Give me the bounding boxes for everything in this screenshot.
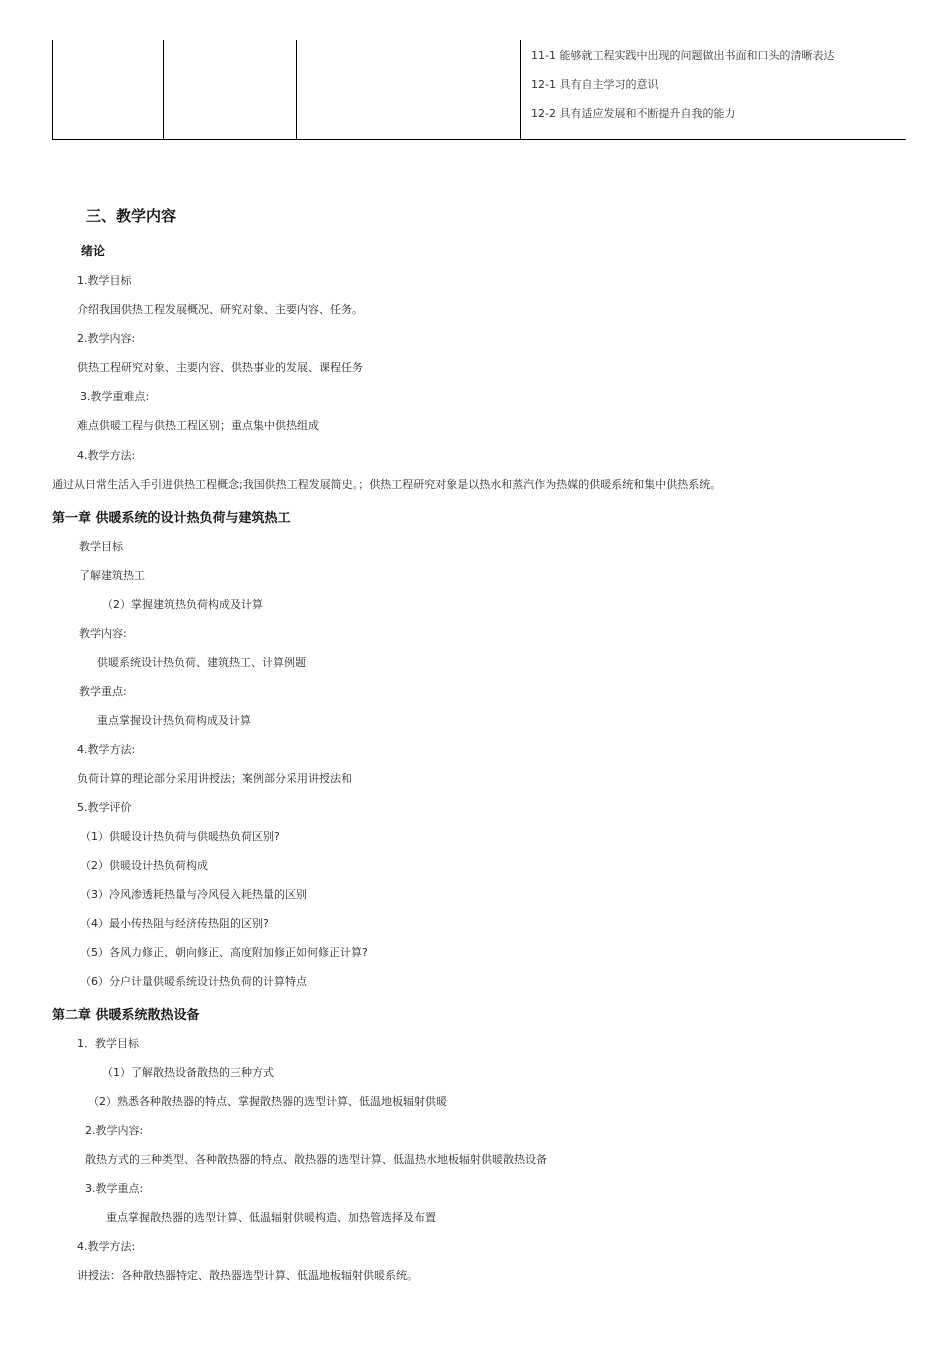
outcomes-table <box>52 40 906 140</box>
ch1-content-label: 教学内容: <box>79 627 127 640</box>
ch2-content-text: 散热方式的三种类型、各种散热器的特点、散热器的选型计算、低温热水地板辐射供暖散热设备 <box>85 1153 547 1166</box>
ch1-goal-label: 教学目标 <box>79 540 123 553</box>
ch1-eval-label: 5.教学评价 <box>77 801 132 814</box>
ch1-eval-item: （4）最小传热阻与经济传热阻的区别? <box>80 917 269 930</box>
ch2-content-label: 2.教学内容: <box>85 1124 144 1137</box>
intro-method-label: 4.教学方法: <box>77 449 136 462</box>
chapter-1-title: 第一章 供暖系统的设计热负荷与建筑热工 <box>52 511 291 526</box>
ch2-method-label: 4.教学方法: <box>77 1240 136 1253</box>
ch1-eval-item: （2）供暖设计热负荷构成 <box>80 859 208 872</box>
intro-method-text: 通过从日常生活入手引进供热工程概念;我国供热工程发展简史。；供热工程研究对象是以热水和蒸汽作为热媒的供暖系统和集中供热系统。 <box>52 478 722 491</box>
intro-goal-label: 1.教学目标 <box>77 274 132 287</box>
ch1-method-text: 负荷计算的理论部分采用讲授法；案例部分采用讲授法和 <box>77 772 352 785</box>
ch1-eval-item: （3）冷风渗透耗热量与冷风侵入耗热量的区别 <box>80 888 307 901</box>
ch1-goal-2: （2）掌握建筑热负荷构成及计算 <box>102 598 263 611</box>
intro-content-text: 供热工程研究对象、主要内容、供热事业的发展、课程任务 <box>77 361 363 374</box>
table-cell: 11-1 能够就工程实践中出现的问题做出书面和口头的清晰表达 <box>531 49 835 62</box>
ch1-method-label: 4.教学方法: <box>77 743 136 756</box>
intro-content-label: 2.教学内容: <box>77 332 136 345</box>
section-title: 三、教学内容 <box>86 207 177 225</box>
ch2-goal-1: （1）了解散热设备散热的三种方式 <box>102 1066 274 1079</box>
ch2-goal-2: （2）熟悉各种散热器的特点、掌握散热器的选型计算、低温地板辐射供暖 <box>88 1095 447 1108</box>
table-column-divider <box>520 40 521 140</box>
intro-title: 绪论 <box>81 244 106 258</box>
ch1-eval-item: （6）分户计量供暖系统设计热负荷的计算特点 <box>80 975 307 988</box>
ch1-eval-item: （5）各风力修正、朝向修正、高度附加修正如何修正计算? <box>80 946 368 959</box>
intro-key-label: 3.教学重难点: <box>80 390 150 403</box>
table-column-divider <box>296 40 297 140</box>
ch2-key-text: 重点掌握散热器的选型计算、低温辐射供暖构造、加热管选择及布置 <box>106 1211 436 1224</box>
ch1-eval-item: （1）供暖设计热负荷与供暖热负荷区别? <box>80 830 280 843</box>
ch2-method-text: 讲授法：各种散热器特定、散热器选型计算、低温地板辐射供暖系统。 <box>77 1269 418 1282</box>
table-column-divider <box>163 40 164 140</box>
intro-goal-text: 介绍我国供热工程发展概况、研究对象、主要内容、任务。 <box>77 303 363 316</box>
ch1-goal-1: 了解建筑热工 <box>79 569 145 582</box>
ch2-key-label: 3.教学重点: <box>85 1182 144 1195</box>
table-cell: 12-2 具有适应发展和不断提升自我的能力 <box>531 107 736 120</box>
ch1-content-text: 供暖系统设计热负荷、建筑热工、计算例题 <box>97 656 306 669</box>
ch1-key-text: 重点掌握设计热负荷构成及计算 <box>97 714 251 727</box>
chapter-2-title: 第二章 供暖系统散热设备 <box>52 1008 200 1023</box>
intro-key-text: 难点供暖工程与供热工程区别；重点集中供热组成 <box>77 419 319 432</box>
ch2-goal-label: 1．教学目标 <box>77 1037 139 1050</box>
table-cell: 12-1 具有自主学习的意识 <box>531 78 659 91</box>
ch1-key-label: 教学重点: <box>79 685 127 698</box>
